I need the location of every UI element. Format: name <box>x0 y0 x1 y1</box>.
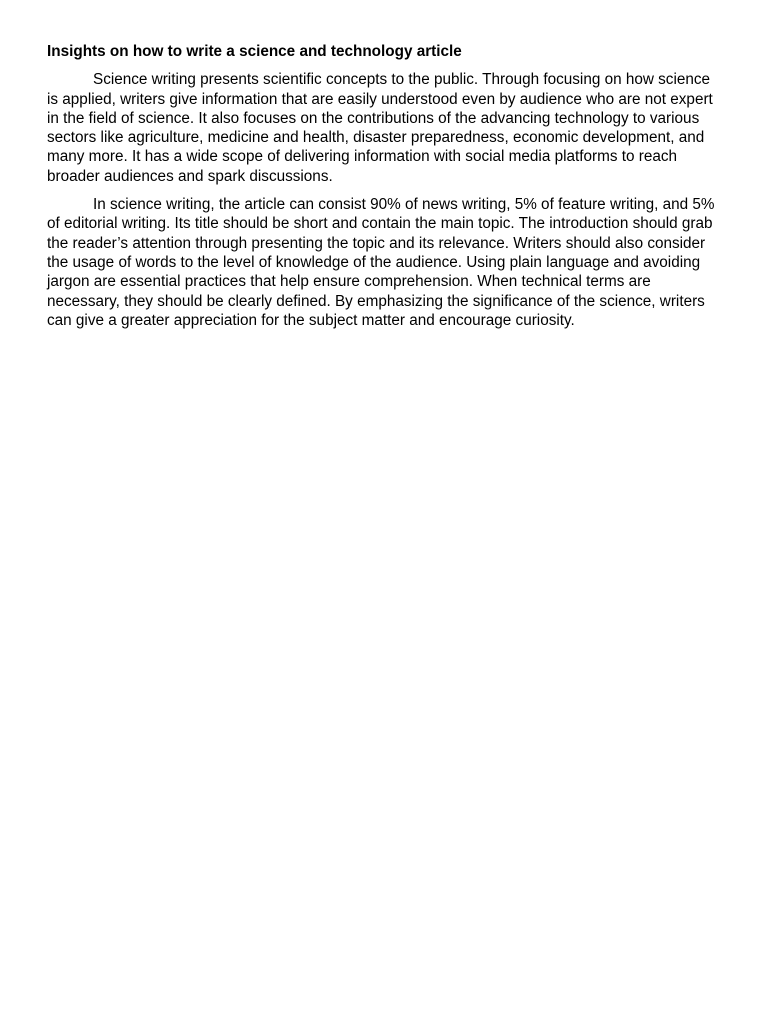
document-title: Insights on how to write a science and technology article <box>47 43 462 60</box>
document-page <box>47 42 723 339</box>
paragraph-structure: In science writing, the article can consist 90% of news writing, 5% of feature writing, and 5% of editorial writing. Its title should be short and contain the main topic. The introduction should grab the reader’s attention through presenting the topic and its relevance. Writers should also consider the usage of words to the level of knowledge of the audience. Using plain language and avoiding jargon are essential practices that help ensure comprehension. When technical terms are necessary, they should be clearly defined. By emphasizing the significance of the science, writers can give a greater appreciation for the subject matter and encourage curiosity. <box>47 196 715 329</box>
paragraph-intro: Science writing presents scientific concepts to the public. Through focusing on how science is applied, writers give information that are easily understood even by audience who are not expert in the field of science. It also focuses on the contributions of the advancing technology to various sectors like agriculture, medicine and health, disaster preparedness, economic development, and many more. It has a wide scope of delivering information with social media platforms to reach broader audiences and spark discussions. <box>47 71 713 185</box>
